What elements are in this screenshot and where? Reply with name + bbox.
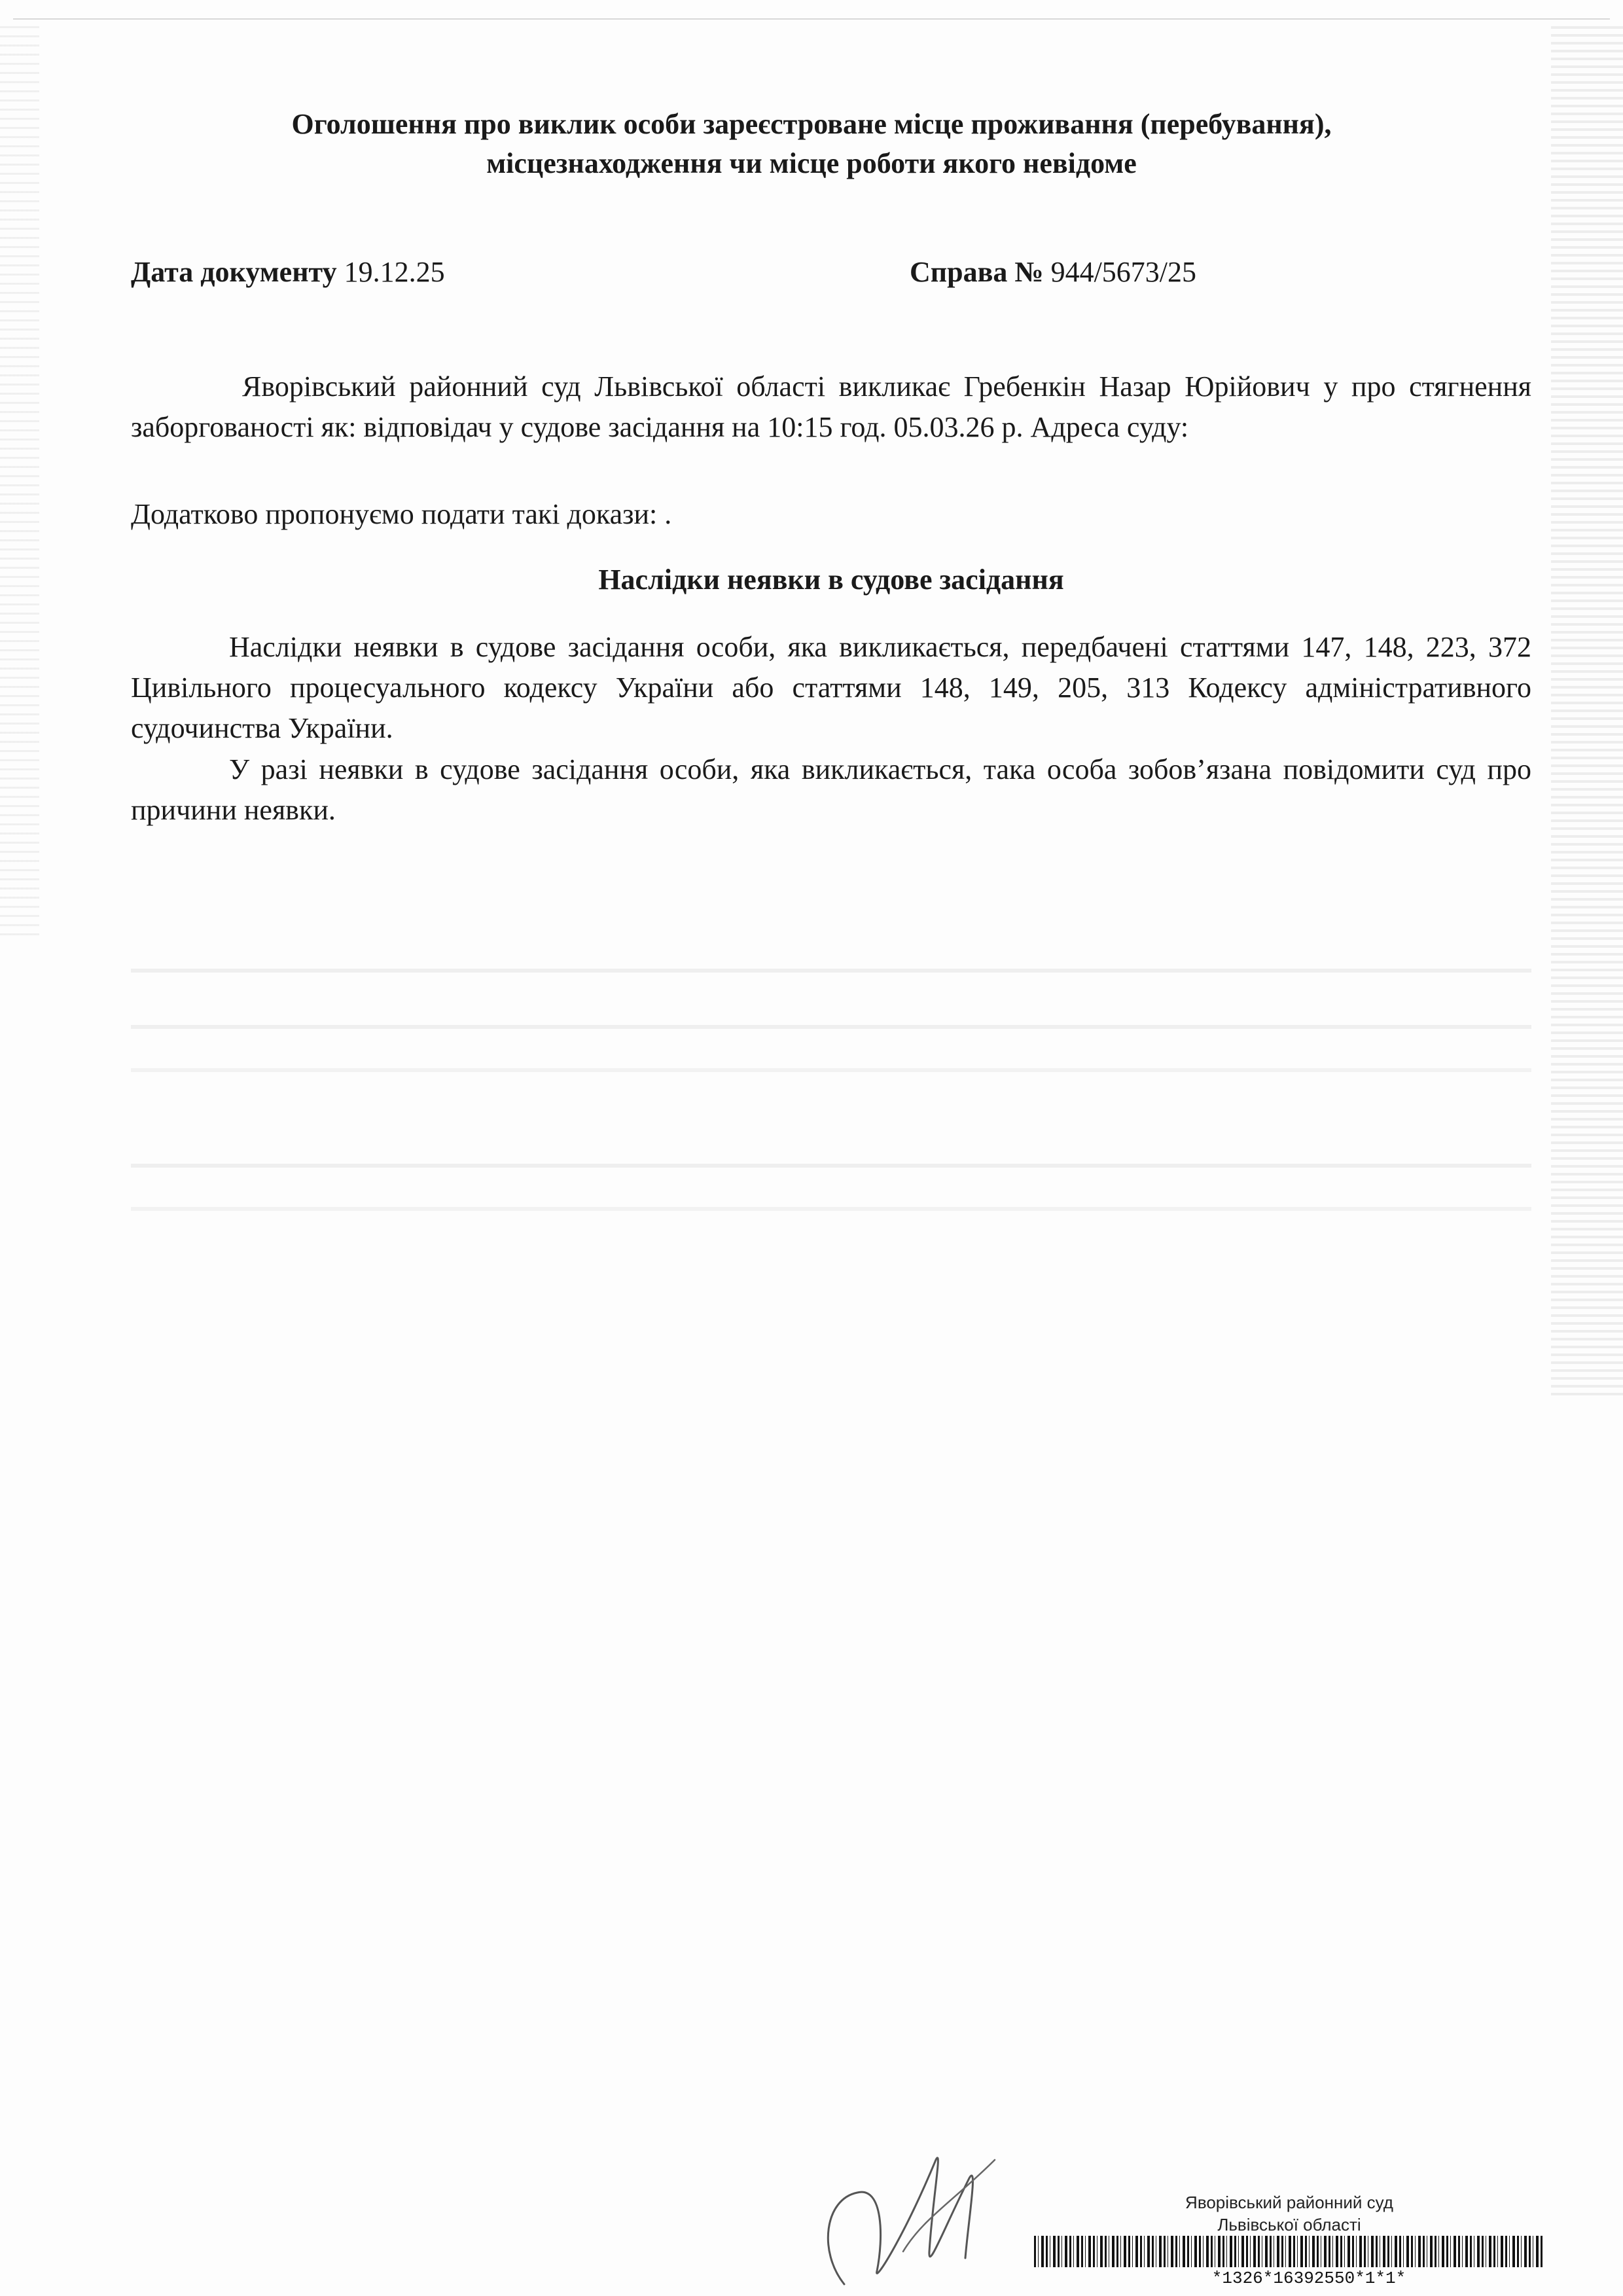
show-through-artifact <box>131 942 1531 1335</box>
court-name-line-1: Яворівський районний суд <box>1185 2193 1393 2212</box>
scan-noise-right <box>1551 26 1623 1401</box>
evidence-paragraph: Додатково пропонуємо подати такі докази: . <box>131 498 672 530</box>
document-barcode <box>1034 2236 1544 2267</box>
title-line-2: місцезнаходження чи місце роботи якого невідоме <box>486 147 1137 179</box>
consequences-heading: Наслідки неявки в судове засідання <box>598 564 1064 596</box>
date-label: Дата документу <box>131 256 337 288</box>
document-meta <box>131 255 1518 295</box>
court-name-line-2: Львівської області <box>1217 2215 1361 2234</box>
document-date <box>131 255 445 289</box>
barcode-number: *1326*16392550*1*1* <box>1211 2269 1406 2288</box>
handwritten-signature <box>805 2121 1021 2291</box>
summons-paragraph: Яворівський районний суд Львівської області викликає Гребенкін Назар Юрійович у про стягнення заборгованості як: відповідач у судове засідання на 10:15 год. 05.03.26 р. Адреса суду: <box>131 370 1531 443</box>
scan-edge-line <box>13 18 1610 20</box>
case-value: 944/5673/25 <box>1050 256 1197 288</box>
date-value: 19.12.25 <box>344 256 445 288</box>
consequences-paragraph: Наслідки неявки в судове засідання особи, яка викликається, передбачені статтями 147, 148, 223, 372 Цивільного процесуального кодексу України або статтями 148, 149, 205, 313 Кодексу адміністративного судочинства України. <box>131 631 1531 744</box>
document-title <box>183 105 1440 183</box>
scan-noise-left <box>0 26 39 942</box>
case-label: Справа № <box>910 256 1044 288</box>
obligation-paragraph: У разі неявки в судове засідання особи, яка викликається, така особа зобов’язана повідомити суд про причини неявки. <box>131 753 1531 826</box>
title-line-1: Оголошення про виклик особи зареєстроване місце проживання (перебування), <box>291 108 1332 140</box>
case-number <box>910 255 1196 289</box>
